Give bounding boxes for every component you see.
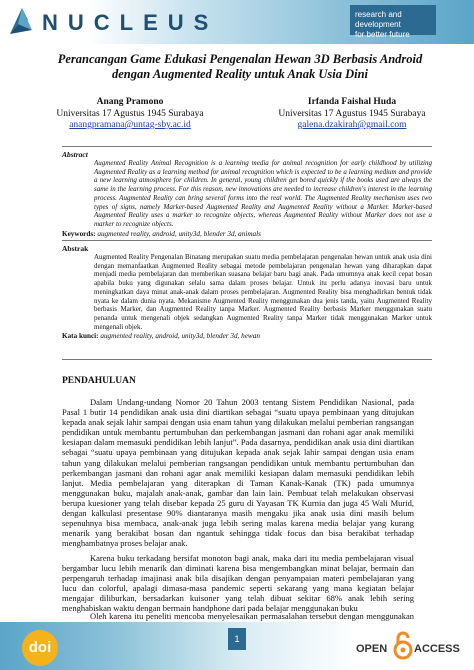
tagline-line-1: research and development — [355, 10, 402, 29]
author-block-2 — [262, 97, 442, 132]
paper-title — [40, 52, 440, 82]
open-access-label-open: OPEN — [356, 643, 388, 655]
kata-kunci-value: augmented reality, android, unity3d, blender 3d, hewan — [100, 332, 260, 341]
abstrak-heading: Abstrak — [62, 244, 89, 253]
nucleus-logo-icon — [6, 4, 36, 40]
title-line-1: Perancangan Game Edukasi Pengenalan Hewan 3D Berbasis Android — [57, 52, 423, 66]
abstract-keywords — [62, 230, 432, 239]
author-affiliation: Universitas 17 Agustus 1945 Surabaya — [56, 108, 204, 119]
abstrak-text: Augmented Reality Pengenalan Binatang merupakan suatu media pembelajaran pengenalan hewan untuk anak usia dini dengan memanfaatkan Augmented Reality sebagai metode pembelajaran pengenalan hewan yang diharapkan dapat menjadi media pembelajaran dan memberikan suasana belajar baru bagi anak. Pada umumnya anak kecil cepat bosan apabila buku yang digunakan selalu sama dalam proses belajar. Untuk itu perlu adanya inovasi baru untuk meningkatkan daya minat anak-anak dalam proses pembelajaran. Augmented Reality bisa menghadirkan bentuk tidak nyata ke dalam dunia nyata. Mekanisme Augmented Reality menggunakan dua jenis tanda, yaitu Augmented Reality berbasis Marker, dan Augmented Reality tanpa Marker. Augmented Reality berbasis Marker menggunakan suatu penanda untuk mengenali objek sedangkan Augmented Reality tanpa Marker tidak menggunakan Marker untuk mengenali objek. — [94, 253, 432, 331]
page-number: 1 — [228, 628, 246, 650]
doi-badge-icon[interactable]: doi — [22, 630, 58, 666]
abstract-text: Augmented Reality Animal Recognition is a learning media for animal recognition for early childhood by utilizing Augmented Reality as a learning method for animal recognition which is expected to be a learning medium and provide a new learning atmosphere for children. In general, young children get bored quickly if the books used are always the same in the learning process. For this reason, new innovations are needed to increase children's interest in the learning process. Augmented Reality can bring several forms into the real world. The Augmented Reality mechanism uses two types of signs, namely Marker-based Augmented Reality and Augmented Reality without a Marker. Marker-based Augmented Reality uses a marker to recognize objects, whereas Augmented Reality without Marker does not use a marker to recognize objects. — [94, 159, 432, 228]
journal-header — [0, 0, 474, 44]
body-paragraph-3: Oleh karena itu peneliti mencoba menyelesaikan permasalahan tersebut dengan menggunakan — [90, 611, 414, 621]
tagline-box — [350, 5, 436, 39]
body-paragraph-2: Karena buku terkadang bersifat monoton bagi anak, maka dari itu media pembelajaran visual bergambar lucu lebih menarik dan diminati karena bisa mengembangkan minat belajar, bermain dan perpengaruh terhadap imajinasi anak bila disajikan dengan penyampaian materi pembelajaran yang lucu dan colorful, apalagi dimasa-masa pandemic seperti sekarang yang mana kegiatan belajar mengajar diliburkan, bersadarkan kuisoner yang telah dibuat sekitar 68% anak lebih sering menghabiskan waktu dengan bermain handphone dari pada belajar menggunakan buku — [62, 553, 414, 614]
abstrak-section — [62, 240, 432, 341]
brand-name: NUCLEUS — [42, 10, 219, 35]
author-name: Irfanda Faishal Huda — [307, 97, 397, 107]
section-heading: PENDAHULUAN — [62, 376, 136, 386]
keywords-value: augmented reality, android, unity3d, blender 3d, animals — [97, 229, 261, 238]
tagline-line-2: for better future — [355, 30, 410, 39]
author-name: Anang Pramono — [96, 97, 164, 107]
kata-kunci-label: Kata kunci: — [62, 332, 99, 341]
title-line-2: dengan Augmented Reality untuk Anak Usia Dini — [111, 67, 369, 81]
author-block-1 — [40, 97, 220, 132]
section-divider — [62, 359, 432, 360]
keywords-label: Keywords: — [62, 229, 96, 238]
open-access-label-access: ACCESS — [414, 643, 460, 655]
open-access-lock-icon — [392, 630, 414, 660]
author-email-link[interactable]: anangpramana@untag-sby.ac.id — [69, 120, 191, 130]
abstract-heading: Abstract — [62, 150, 88, 159]
author-email-link[interactable]: galena.dzakirah@gmail.com — [297, 120, 407, 130]
author-affiliation: Universitas 17 Agustus 1945 Surabaya — [278, 108, 426, 119]
body-paragraph-1: Dalam Undang-undang Nomor 20 Tahun 2003 tentang Sistem Pendidikan Nasional, pada Pasal 1 butir 14 pendidikan anak usia dini diartikan sebagai “suatu upaya pembinaan yang ditujukan kepada anak sejak lahir sampai dengan usia enam tahun yang dilakukan melalui pemberian rangsangan pendidikan untuk membantu pertumbuhan dan perkembangan jasmani dan rohani agar anak memiliki kesiapan dalam memasuki pendidikan lebih lanjut”. Pada dasarnya, pendidikan anak usia dini diartikan sebagai “suatu upaya pembinaan yang ditujukan kepada anak sejak lahir sampai dengan usia enam tahun yang dilakukan melalui pemberian rangsangan pendidikan untuk membantu pertumbuhan dan perkembangan jasmani dan rohani agar anak memiliki kesiapan dalam memasuki pendidikan lebih lanjut. Media pembelajaran yang diterapkan di Taman Kanak-Kanak (TK) pada umumnya menggunakan buku, majalah anak-anak, gambar dan lain lain. Pembuat telah melakukan observasi berupa kuesioner yang telah disebar kepada 25 guru di Yayasan TK Kurnia dan juga 45 Wali Murid, dengan kalkulasi presentase 90% diantaranya masih mengaku jika anak usia dini masih belum sepenuhnya bisa membaca, anak-anak juga lebih sering malas karena media belajar yang kurang menarik yang berakibat bosan dan ngantuk sehingga tidak focus dan bisa berakibat terhadap menghambatnya proses belajar anak. — [62, 397, 414, 549]
abstrak-keywords — [62, 332, 432, 341]
abstract-section — [62, 146, 432, 239]
